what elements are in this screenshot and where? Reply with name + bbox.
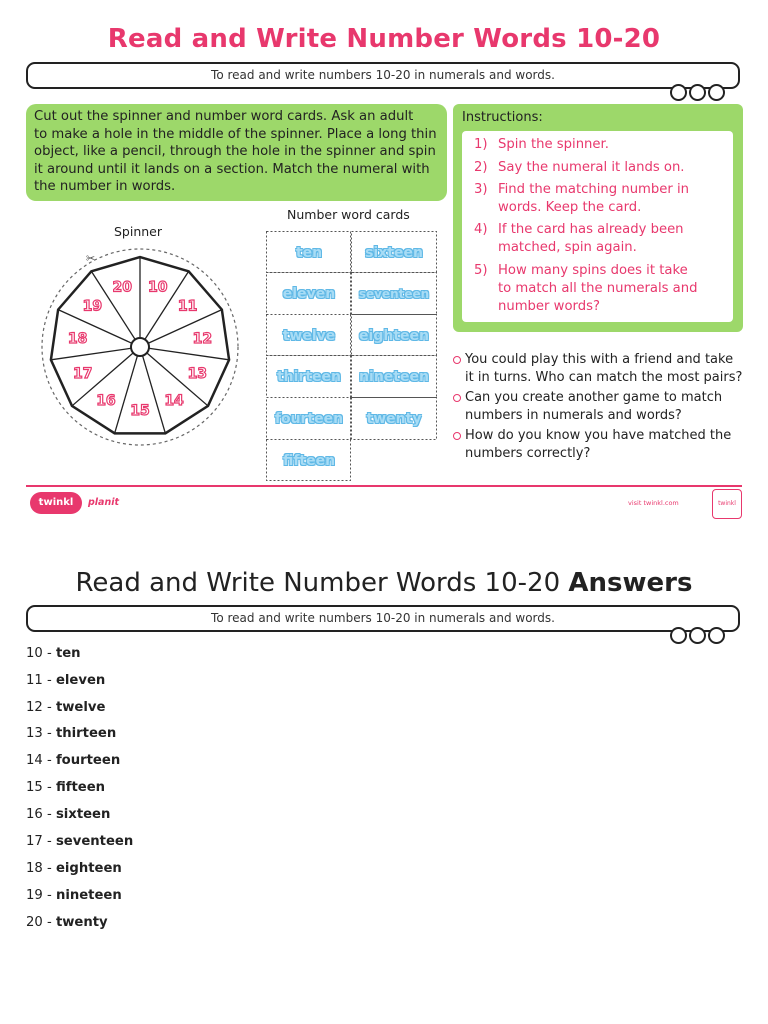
answer-row: 20 - twenty bbox=[26, 915, 108, 930]
word-card: thirteen bbox=[276, 368, 341, 385]
intro-box bbox=[26, 104, 447, 201]
word-card: seventeen bbox=[358, 286, 430, 301]
answer-row: 14 - fourteen bbox=[26, 753, 121, 768]
step-item: 1) Spin the spinner. bbox=[474, 137, 609, 152]
objective-text: To read and write numbers 10-20 in numerals and words. bbox=[211, 611, 555, 625]
scissors-icon: ✂ bbox=[86, 252, 96, 265]
twinkl-logo: twinkl bbox=[30, 492, 82, 514]
spinner-number: 13 bbox=[187, 366, 208, 383]
step-item: 2) Say the numeral it lands on. bbox=[474, 160, 685, 175]
intro-line: it around until it lands on a section. Match the numeral with bbox=[34, 161, 430, 177]
word-card: fourteen bbox=[274, 410, 344, 427]
planit-logo: planit bbox=[88, 497, 120, 508]
spinner-number: 14 bbox=[164, 392, 184, 409]
objective-bar bbox=[26, 62, 740, 89]
spinner-diagram bbox=[36, 246, 246, 452]
bullet-icon bbox=[453, 432, 461, 440]
spinner-number: 15 bbox=[130, 403, 150, 419]
answer-row: 10 - ten bbox=[26, 646, 81, 661]
word-card: ten bbox=[295, 244, 323, 261]
word-card: twenty bbox=[366, 410, 422, 427]
question-item: How do you know you have matched the numbers correctly? bbox=[465, 428, 732, 461]
step-item: 3) Find the matching number in words. Keep the card. bbox=[474, 182, 690, 215]
word-card: eighteen bbox=[359, 327, 429, 344]
answer-row: 17 - seventeen bbox=[26, 834, 134, 849]
answers-title-regular: Read and Write Number Words 10-20 bbox=[75, 568, 561, 598]
page-title: Read and Write Number Words 10-20 bbox=[107, 24, 661, 54]
objective-text: To read and write numbers 10-20 in numerals and words. bbox=[211, 68, 555, 82]
answer-row: 19 - nineteen bbox=[26, 888, 122, 903]
word-card: fifteen bbox=[282, 452, 336, 469]
instructions-heading: Instructions: bbox=[462, 110, 543, 125]
step-item: 5) How many spins does it take to match all the numerals and number words? bbox=[474, 263, 698, 314]
question-item: Can you create another game to match numbers in numerals and words? bbox=[465, 390, 723, 423]
step-item: 4) If the card has already been matched, spin again. bbox=[474, 222, 684, 255]
intro-line: the number in words. bbox=[34, 179, 176, 195]
answers-title-bold: Answers bbox=[568, 568, 693, 598]
cards-label: Number word cards bbox=[287, 207, 410, 222]
answer-row: 12 - twelve bbox=[26, 700, 106, 715]
answer-row: 18 - eighteen bbox=[26, 861, 122, 876]
badge-logo: twinkl bbox=[712, 489, 742, 519]
word-card: sixteen bbox=[365, 244, 423, 261]
answers-objective-bar bbox=[26, 605, 740, 632]
answer-row: 11 - eleven bbox=[26, 673, 106, 688]
bullet-icon bbox=[453, 394, 461, 402]
spinner-number: 17 bbox=[72, 366, 93, 383]
answer-row: 16 - sixteen bbox=[26, 807, 111, 822]
spinner-label: Spinner bbox=[114, 224, 163, 239]
spinner-number: 16 bbox=[96, 392, 116, 409]
word-card: twelve bbox=[282, 327, 336, 344]
spinner-number: 20 bbox=[112, 279, 132, 296]
answers-title bbox=[0, 568, 768, 598]
rings-decoration bbox=[670, 627, 728, 645]
intro-line: object, like a pencil, through the hole in the spinner and spin bbox=[34, 144, 436, 160]
intro-line: to make a hole in the middle of the spinner. Place a long thin bbox=[34, 126, 437, 142]
visit-link[interactable]: visit twinkl.com bbox=[628, 499, 679, 507]
answer-row: 15 - fifteen bbox=[26, 780, 106, 795]
spinner-center-hole bbox=[131, 338, 149, 356]
question-item: You could play this with a friend and take it in turns. Who can match the most pairs? bbox=[465, 352, 743, 385]
intro-line: Cut out the spinner and number word cards. Ask an adult bbox=[34, 109, 414, 124]
spinner-number: 19 bbox=[82, 298, 103, 315]
spinner-number: 18 bbox=[67, 331, 88, 348]
word-card: nineteen bbox=[359, 368, 429, 385]
spinner-number: 11 bbox=[177, 298, 198, 315]
answer-row: 13 - thirteen bbox=[26, 726, 117, 741]
footer-divider bbox=[26, 485, 742, 487]
word-card: eleven bbox=[282, 285, 336, 302]
spinner-number: 10 bbox=[148, 279, 168, 296]
bullet-icon bbox=[453, 356, 461, 364]
rings-decoration bbox=[670, 84, 728, 102]
spinner-number: 12 bbox=[192, 331, 213, 348]
